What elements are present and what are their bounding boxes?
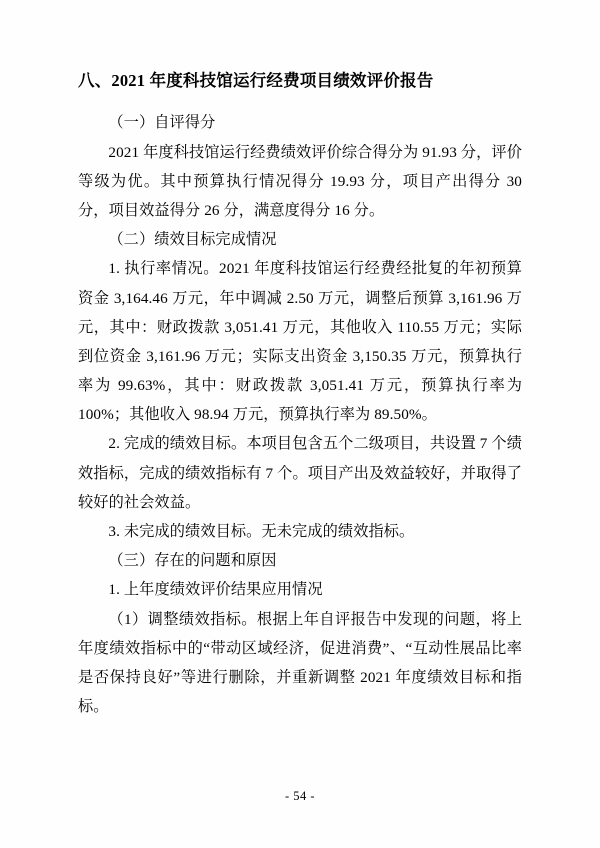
paragraph-execution-rate: 1. 执行率情况。2021 年度科技馆运行经费经批复的年初预算资金 3,164.46 万元，年中调减 2.50 万元，调整后预算 3,161.96 万元，其中：财政拨款 3,051.41 万元，其他收入 110.55 万元；实际到位资金 3,161.96 万元；实际支出资金 3,150.35 万元，预算执行率为 99.63%，其中：财政拨款 3,051.41 万元，预算执行率为 100%；其他收入 98.94 万元，预算执行率为 89.50%。 [78, 260, 522, 424]
page-title: 八、2021 年度科技馆运行经费项目绩效评价报告 [78, 71, 434, 90]
paragraph-indicator-adjustment: （1）调整绩效指标。根据上年自评报告中发现的问题，将上年度绩效指标中的“带动区域经济，促进消费”、“互动性展品比率是否保持良好”等进行删除，并重新调整 2021 年度绩效目标和指标。 [78, 610, 522, 716]
paragraph-last-year-application: 1. 上年度绩效评价结果应用情况 [108, 581, 323, 599]
paragraph-completed-goals: 2. 完成的绩效目标。本项目包含五个二级项目，共设置 7 个绩效指标，完成的绩效指标有 7 个。项目产出及效益较好，并取得了较好的社会效益。 [78, 435, 522, 511]
paragraph-self-score-heading: （一）自评得分 [108, 114, 216, 132]
paragraph-uncompleted-goals: 3. 未完成的绩效目标。无未完成的绩效指标。 [108, 523, 415, 541]
paragraph-self-score-body: 2021 年度科技馆运行经费绩效评价综合得分为 91.93 分，评价等级为优。其中预算执行情况得分 19.93 分，项目产出得分 30 分，项目效益得分 26 分，满意度得分 16 分。 [78, 143, 522, 219]
page-number: - 54 - [284, 789, 316, 803]
paragraph-goal-completion-heading: （二）绩效目标完成情况 [108, 231, 277, 249]
paragraph-problems-heading: （三）存在的问题和原因 [108, 552, 277, 570]
